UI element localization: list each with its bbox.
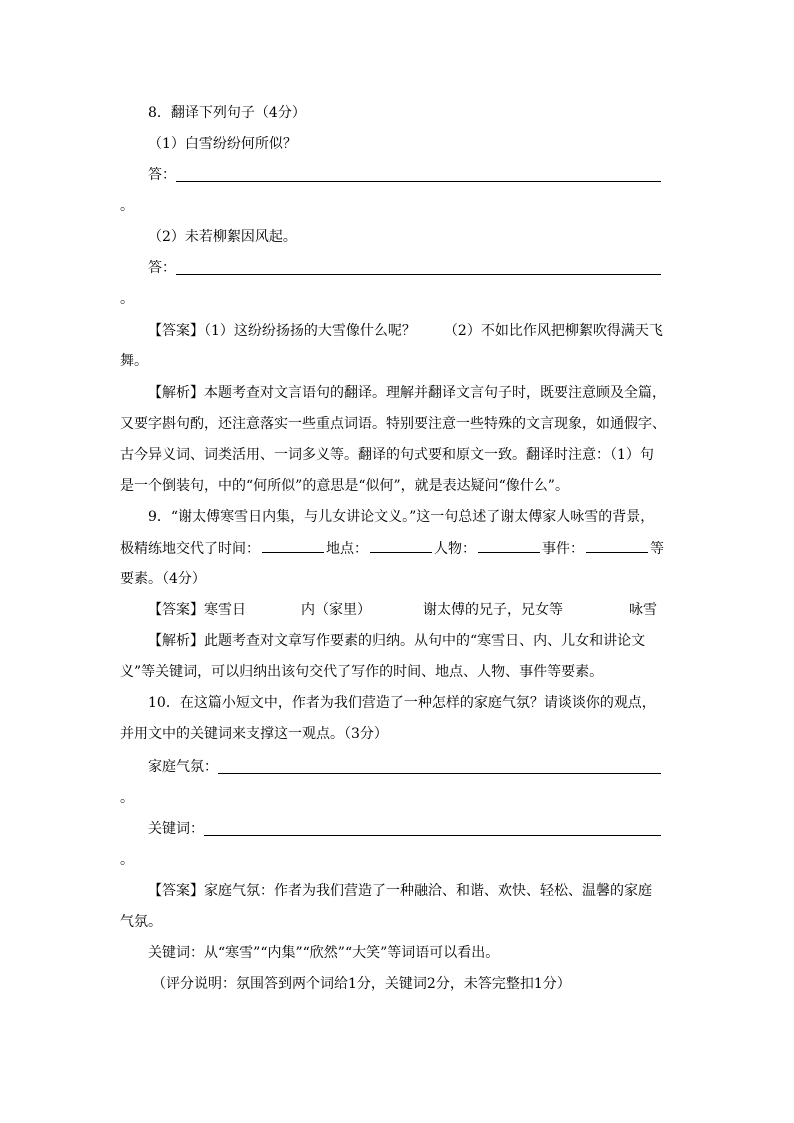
q10-prompt-line-2: 并用文中的关键词来支撑这一观点。（3分） (120, 726, 388, 742)
q8-end-mark-2: 。 (120, 291, 134, 307)
q9-label-people: 人物： (434, 541, 476, 557)
q9-answer-place: 内（家里） (301, 602, 371, 618)
q8-analysis-line-1: 【解析】本题考查对文言语句的翻译。理解并翻译文言句子时，既要注意顾及全篇， (148, 385, 666, 401)
q8-sentence-2: （2）未若柳絮因风起。 (148, 229, 297, 245)
q8-sentence-1: （1）白雪纷纷何所似？ (148, 136, 297, 152)
q8-answer-label-1: 答： (148, 167, 176, 183)
q9-answer (120, 600, 680, 620)
q9-answer-time: 【答案】寒雪日 (148, 602, 246, 618)
q9-label-place: 地点： (326, 541, 368, 557)
q9-label-event: 事件： (542, 541, 584, 557)
q9-blank-place[interactable] (370, 538, 432, 553)
q9-answer-event: 咏雪 (629, 602, 657, 618)
q8-answer-part-1: 【答案】（1）这纷纷扬扬的大雪像什么呢？ (148, 323, 416, 339)
q8-analysis-line-3: 古今异义词、词类活用、一词多义等。翻译的句式要和原文一致。翻译时注意：（1）句 (120, 447, 654, 463)
q8-answer (120, 321, 680, 341)
q9-label-etc: 等 (650, 541, 664, 557)
q9-blank-event[interactable] (586, 538, 648, 553)
q10-keywords-line[interactable] (204, 835, 661, 836)
q10-answer-keywords: 关键词：从“寒雪”“内集”“欣然”“大笑”等词语可以看出。 (148, 945, 500, 961)
q10-atmosphere-line[interactable] (218, 773, 661, 774)
q9-analysis-line-1: 【解析】此题考查对文章写作要素的归纳。从句中的“寒雪日、内、儿女和讲论文 (148, 633, 646, 649)
q8-answer-part-2: （2）不如比作风把柳絮吹得满天飞 (443, 323, 663, 339)
q9-prompt-line-2 (120, 538, 680, 558)
q8-answer-part-3: 舞。 (120, 353, 148, 369)
q10-answer-line-2: 气氛。 (120, 914, 162, 930)
q10-label-keywords: 关键词： (148, 821, 204, 837)
q10-scoring-note: （评分说明：氛围答到两个词给1分，关键词2分，未答完整扣1分） (152, 976, 571, 992)
q8-title: 8．翻译下列句子（4分） (148, 105, 306, 121)
q10-label-atmosphere: 家庭气氛： (148, 759, 218, 775)
q9-prompt-line-1: 9．“谢太傅寒雪日内集，与儿女讲论文义。”这一句总述了谢太傅家人咏雪的背景， (148, 509, 655, 525)
q9-label-time: 极精练地交代了时间： (120, 541, 260, 557)
q8-analysis-line-2: 又要字斟句酌，还注意落实一些重点词语。特别要注意一些特殊的文言现象，如通假字、 (120, 416, 666, 432)
q10-end-mark-1: 。 (120, 790, 134, 806)
q9-prompt-line-3: 要素。（4分） (120, 571, 206, 587)
q8-answer-label-2: 答： (148, 260, 176, 276)
q8-end-mark-1: 。 (120, 198, 134, 214)
q8-answer-line-1[interactable] (176, 181, 661, 182)
q9-analysis-line-2: 义”等关键词，可以归纳出该句交代了写作的时间、地点、人物、事件等要素。 (120, 664, 604, 680)
q9-answer-people: 谢太傅的兄子，兄女等 (423, 602, 563, 618)
q8-answer-line-2[interactable] (176, 274, 661, 275)
q9-blank-people[interactable] (478, 538, 540, 553)
q10-end-mark-2: 。 (120, 852, 134, 868)
q8-analysis-line-4: 是一个倒装句，中的“何所似”的意思是“似何”，就是表达疑问“像什么”。 (120, 478, 569, 494)
q10-answer-line-1: 【答案】家庭气氛：作者为我们营造了一种融洽、和谐、欢快、轻松、温馨的家庭 (148, 883, 652, 899)
q10-prompt-line-1: 10．在这篇小短文中，作者为我们营造了一种怎样的家庭气氛？请谈谈你的观点， (148, 695, 656, 711)
q9-blank-time[interactable] (262, 538, 324, 553)
